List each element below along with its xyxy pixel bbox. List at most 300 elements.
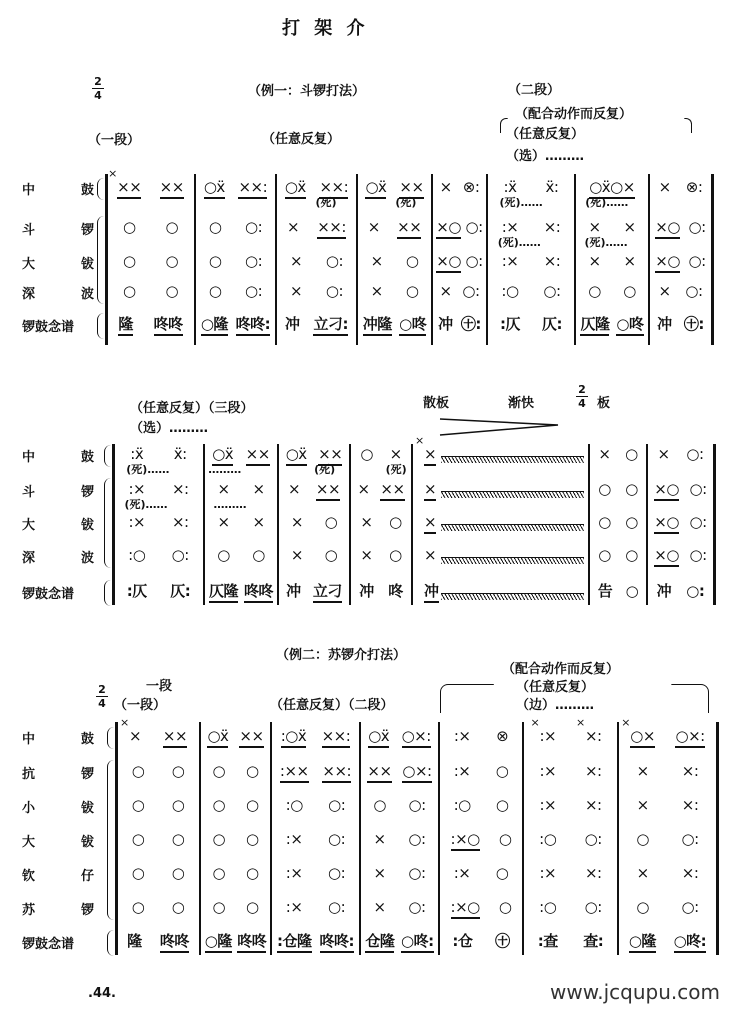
measure: [352, 545, 410, 565]
beat-note: [172, 512, 189, 532]
beat-note: [359, 581, 374, 601]
note-symbol: ○:: [325, 252, 344, 270]
beat-note: [636, 829, 649, 849]
note-symbol: ○:: [543, 282, 561, 300]
note-symbol: ㊉:: [460, 315, 481, 333]
measure: [359, 217, 430, 237]
note-symbol: ○: [636, 830, 649, 848]
measure: [115, 512, 202, 532]
note-symbol: ××: [380, 480, 404, 501]
note-symbol: ×: [367, 218, 380, 236]
beat-note: [326, 281, 343, 301]
beat-note: [415, 434, 437, 464]
beat-note: [466, 251, 483, 271]
note-symbol: 冲: [359, 582, 374, 600]
beat-note: [501, 281, 518, 301]
instrument-label-char: 斗: [22, 223, 36, 238]
measure: [620, 897, 715, 917]
brace: [97, 313, 104, 339]
beat-note: [389, 545, 402, 565]
time-top: 2: [94, 75, 102, 88]
beat-note: [313, 581, 342, 601]
beat-note: [585, 177, 635, 209]
note-symbol: ○: [498, 898, 512, 916]
instrument-label-char: 大: [22, 257, 36, 272]
beat-note: [463, 177, 480, 197]
beat-note: [244, 581, 273, 601]
note-symbol: ○: [131, 830, 145, 848]
note-symbol: :○: [539, 830, 557, 848]
beat-note: [598, 444, 610, 464]
beat-note: [132, 863, 145, 883]
note-symbol: ×: [657, 445, 670, 463]
beat-note: [132, 795, 145, 815]
brace: [107, 760, 114, 920]
note-symbol: :×: [501, 218, 519, 236]
measure: [108, 217, 193, 237]
instrument-label-char: 大: [22, 518, 36, 533]
beat-note: [315, 177, 349, 209]
dead-stroke-mark: (死): [314, 463, 336, 476]
beat-note: [496, 863, 509, 883]
note-symbol: ⊗: [496, 727, 509, 745]
tempo-label: 渐快: [508, 396, 535, 411]
note-symbol: 咚咚: [244, 582, 273, 603]
note-symbol: :×: [128, 480, 146, 498]
beat-note: [286, 829, 303, 849]
note-symbol: ××: [239, 727, 263, 748]
coordinate-label: （配合动作而反复）: [502, 662, 620, 677]
beat-note: [365, 931, 394, 951]
beat-note: [217, 545, 230, 565]
beat-note: [313, 314, 348, 334]
note-symbol: ○:: [688, 252, 706, 270]
time-top: 2: [98, 683, 106, 696]
beat-note: [674, 931, 707, 951]
note-symbol: ××: [367, 762, 391, 783]
beat-note: [543, 281, 560, 301]
instrument-label-char: 钹: [80, 257, 94, 272]
note-symbol: ××: [160, 178, 184, 199]
instrument-label-char: 钹: [80, 801, 94, 816]
measure: [414, 512, 597, 532]
measure: [280, 479, 348, 499]
beat-note: [682, 795, 699, 815]
instrument-label: [22, 481, 94, 500]
beat-note: [451, 829, 480, 849]
beat-note: [454, 726, 471, 746]
beat-note: [499, 829, 512, 849]
note-symbol: ○: [212, 830, 226, 848]
measure: [197, 281, 274, 301]
beat-note: [654, 512, 679, 532]
measure: [414, 581, 597, 601]
beat-note: [371, 251, 383, 271]
brace: [107, 930, 114, 956]
measure: [441, 863, 521, 883]
beat-note: [654, 545, 679, 565]
note-symbol: :仄: [500, 315, 520, 333]
instrument-label-char: 波: [80, 287, 94, 302]
instrument-label: [22, 831, 94, 850]
note-symbol: 冲: [286, 582, 301, 600]
barline: [713, 444, 716, 605]
beat-note: [657, 581, 672, 601]
beat-note: [625, 545, 638, 565]
barline: [356, 174, 358, 345]
note-symbol: ○:: [584, 898, 602, 916]
note-symbol: :ẍ: [130, 445, 144, 463]
beat-note: [499, 897, 512, 917]
note-symbol: ○: [212, 864, 226, 882]
note-symbol: ○: [131, 898, 145, 916]
beat-note: [132, 897, 145, 917]
beat-note: [440, 177, 452, 197]
beat-note: [580, 314, 609, 334]
note-symbol: ○:: [328, 864, 346, 882]
note-symbol: ○:: [328, 898, 346, 916]
instrument-label-char: 钹: [80, 835, 94, 850]
note-symbol: ×: [370, 282, 383, 300]
beat-note: [209, 281, 222, 301]
barline: [431, 174, 433, 345]
beat-note: [172, 479, 189, 499]
measure: [202, 761, 269, 781]
barline: [574, 174, 576, 345]
beat-note: [212, 897, 225, 917]
note-symbol: :×: [539, 796, 557, 814]
note-symbol: 告: [597, 582, 613, 600]
beat-note: [285, 314, 300, 334]
note-symbol: ×: [289, 252, 303, 270]
instrument-label: [22, 728, 94, 747]
note-symbol: ○: [208, 218, 222, 236]
measure: [441, 829, 521, 849]
measure: [118, 795, 198, 815]
beat-note: [367, 761, 391, 781]
measure: [206, 581, 276, 601]
note-symbol: ⊗:: [462, 178, 480, 196]
beat-note: [365, 177, 386, 197]
watermark: www.jcqupu.com: [550, 980, 720, 1004]
note-symbol: ○: [625, 582, 639, 600]
note-symbol: ○:: [171, 546, 189, 564]
note-symbol: ×: [217, 480, 230, 498]
note-symbol: ○: [245, 864, 259, 882]
measure: [525, 863, 616, 883]
note-symbol: ○: [373, 796, 386, 814]
beat-note: [322, 726, 351, 746]
beat-note: [373, 897, 385, 917]
beat-note: [409, 795, 426, 815]
beat-note: [598, 581, 613, 601]
measure: [577, 314, 647, 334]
note-symbol: ○: [171, 796, 185, 814]
measure: [651, 251, 710, 271]
measure: [525, 931, 616, 951]
note-symbol: ×: [658, 178, 671, 196]
note-symbol: ○:: [689, 546, 707, 564]
beat-note: [686, 581, 704, 601]
beat-note: [252, 545, 265, 565]
note-symbol: ○:: [584, 830, 602, 848]
barline: [716, 722, 719, 955]
measure: [649, 444, 712, 464]
note-symbol: ○ẍ: [212, 445, 233, 466]
note-symbol: :×: [453, 727, 471, 745]
measure: [489, 281, 573, 301]
beat-note: [598, 512, 611, 532]
note-symbol: ○:: [245, 282, 263, 300]
note-symbol: 仄隆: [209, 582, 238, 603]
instrument-label: [22, 547, 94, 566]
note-symbol: 仄:: [542, 315, 562, 333]
note-symbol: ○: [165, 282, 179, 300]
measure: [489, 217, 573, 249]
beat-note: [397, 217, 421, 237]
note-symbol: ××: [117, 178, 141, 199]
note-symbol: ○: [598, 546, 611, 564]
note-symbol: ×○: [655, 252, 680, 273]
barline: [646, 444, 648, 605]
measure: [273, 931, 358, 951]
beat-note: [496, 726, 508, 746]
brace: [97, 216, 104, 304]
measure: [352, 512, 410, 532]
beat-note: [328, 795, 345, 815]
beat-note: [281, 726, 307, 746]
note-symbol: :仄: [126, 582, 147, 600]
beat-note: [685, 281, 702, 301]
beat-note: [539, 829, 556, 849]
beat-note: [328, 829, 345, 849]
dead-stroke-mark: (死): [385, 463, 407, 476]
note-symbol: ○: [165, 252, 179, 270]
beat-note: [126, 444, 170, 476]
note-symbol: :ẍ: [503, 178, 517, 196]
instrument-label-char: 锣鼓念谱: [22, 587, 75, 602]
note-symbol: ○: [588, 282, 601, 300]
measure: [278, 217, 355, 237]
beat-note: [328, 863, 345, 883]
beat-note: [584, 217, 628, 249]
dead-stroke-mark: (死)……: [584, 236, 628, 249]
note-symbol: :○: [128, 546, 146, 564]
note-symbol: ○咚:: [674, 932, 707, 953]
measure: [591, 581, 645, 601]
measure: [280, 444, 348, 476]
measure: [118, 829, 198, 849]
note-symbol: ×: [424, 480, 436, 501]
beat-note: [245, 281, 262, 301]
measure: [577, 177, 647, 209]
note-symbol: ×: [252, 480, 265, 498]
grace-note: ×: [119, 716, 129, 729]
note-symbol: ××:: [319, 178, 348, 199]
beat-note: [132, 761, 145, 781]
section-label: 一段: [146, 679, 173, 694]
instrument-label-char: 锣鼓念谱: [22, 937, 75, 952]
measure: [591, 512, 645, 532]
note-symbol: :×○: [451, 898, 480, 919]
note-symbol: ○: [389, 513, 402, 531]
measure: [273, 795, 358, 815]
note-symbol: ○ẍ: [365, 178, 386, 199]
note-symbol: ○:: [245, 252, 263, 270]
measure: [206, 512, 276, 532]
dead-stroke-mark: (死)……: [497, 236, 541, 249]
measure: [434, 177, 485, 197]
note-symbol: ○:: [681, 830, 699, 848]
beat-note: [690, 545, 707, 565]
beat-note: [165, 217, 178, 237]
beat-note: [637, 795, 649, 815]
measure: [620, 716, 715, 746]
beat-note: [544, 251, 561, 271]
measure: [202, 795, 269, 815]
beat-note: [454, 863, 471, 883]
note-symbol: ○:: [688, 218, 706, 236]
beat-note: [544, 217, 561, 237]
beat-note: [395, 177, 424, 209]
instrument-label-char: 中: [22, 732, 36, 747]
note-symbol: :×: [539, 864, 557, 882]
beat-note: [314, 444, 343, 476]
beat-note: [495, 931, 510, 951]
note-symbol: ○咚: [616, 315, 643, 336]
note-symbol: ×○: [655, 218, 680, 239]
beat-note: [655, 251, 680, 271]
measure: [649, 545, 712, 565]
measure: [359, 281, 430, 301]
choose-label: （选）………: [130, 421, 209, 436]
beat-note: [286, 581, 301, 601]
note-symbol: ○×:: [675, 727, 704, 748]
measure: [108, 251, 193, 271]
beat-note: [502, 251, 519, 271]
beat-note: [160, 931, 189, 951]
beat-note: [373, 863, 385, 883]
measure: [414, 479, 597, 499]
beat-note: [212, 863, 225, 883]
beat-note: [212, 795, 225, 815]
note-symbol: ○ẍ: [207, 727, 228, 748]
beat-note: [252, 512, 264, 532]
measure: [273, 863, 358, 883]
note-symbol: ○:: [325, 282, 344, 300]
note-symbol: :×: [539, 727, 557, 745]
note-symbol: ××:: [238, 178, 267, 199]
beat-note: [497, 217, 541, 249]
note-symbol: ○: [324, 546, 338, 564]
instrument-label-char: 深: [22, 287, 36, 302]
beat-note: [123, 251, 136, 271]
beat-note: [373, 829, 385, 849]
measure: [278, 177, 355, 209]
measure: [577, 281, 647, 301]
note-symbol: ○: [625, 445, 638, 463]
note-symbol: ×: [370, 252, 383, 270]
beat-note: [204, 177, 225, 197]
measure: [280, 581, 348, 601]
beat-note: [163, 726, 187, 746]
note-symbol: ○隆: [629, 932, 656, 953]
measure: [118, 897, 198, 917]
note-symbol: 冲: [656, 582, 672, 600]
beat-note: [621, 716, 655, 746]
note-symbol: ×: [373, 898, 386, 916]
measure: [352, 581, 410, 601]
note-symbol: ○: [131, 864, 145, 882]
beat-note: [325, 545, 338, 565]
beat-note: [500, 314, 520, 334]
note-symbol: :×: [285, 830, 303, 848]
beat-note: [598, 545, 611, 565]
note-symbol: :×○: [451, 830, 480, 851]
note-symbol: ○:: [465, 218, 483, 236]
measure: [362, 829, 437, 849]
note-symbol: ×: [289, 282, 303, 300]
note-symbol: ×: [389, 445, 402, 463]
beat-note: [462, 281, 479, 301]
note-symbol: ẍ:: [173, 445, 187, 463]
choose-label: （选）………: [506, 149, 585, 164]
note-symbol: 仄隆: [580, 315, 609, 336]
note-symbol: ×: [357, 480, 370, 498]
beat-note: [588, 281, 601, 301]
note-symbol: :×: [453, 864, 471, 882]
note-symbol: ○:: [408, 796, 426, 814]
measure: [525, 761, 616, 781]
beat-note: [285, 177, 306, 197]
measure: [280, 545, 348, 565]
beat-note: [686, 444, 703, 464]
note-symbol: :××: [280, 762, 309, 783]
instrument-label-char: 鼓: [80, 450, 94, 465]
beat-note: [172, 897, 185, 917]
note-symbol: ×:: [171, 480, 189, 498]
beat-note: [690, 512, 707, 532]
note-symbol: ○:: [462, 282, 480, 300]
beat-note: [629, 931, 656, 951]
measure: [206, 444, 276, 476]
measure: [649, 581, 712, 601]
beat-note: [170, 581, 190, 601]
note-symbol: ××:: [322, 727, 351, 748]
note-symbol: ○: [623, 282, 636, 300]
beat-note: [623, 217, 635, 237]
measure: [197, 217, 274, 237]
beat-note: [290, 251, 302, 271]
beat-note: [689, 251, 706, 271]
note-symbol: ○: [598, 513, 611, 531]
instrument-label-char: 钦: [22, 869, 36, 884]
example-title: （例一：斗锣打法）: [248, 84, 366, 99]
measure: [202, 897, 269, 917]
note-symbol: ○: [122, 218, 136, 236]
measure: [115, 479, 202, 511]
beat-note: [165, 251, 178, 271]
beat-note: [496, 761, 509, 781]
brace: [97, 178, 104, 200]
beat-note: [154, 314, 183, 334]
beat-note: [287, 217, 299, 237]
note-symbol: :○: [501, 282, 519, 300]
beat-note: [575, 716, 602, 746]
beat-note: [389, 512, 402, 532]
beat-note: [424, 545, 436, 565]
note-symbol: 咚咚:: [236, 315, 271, 336]
